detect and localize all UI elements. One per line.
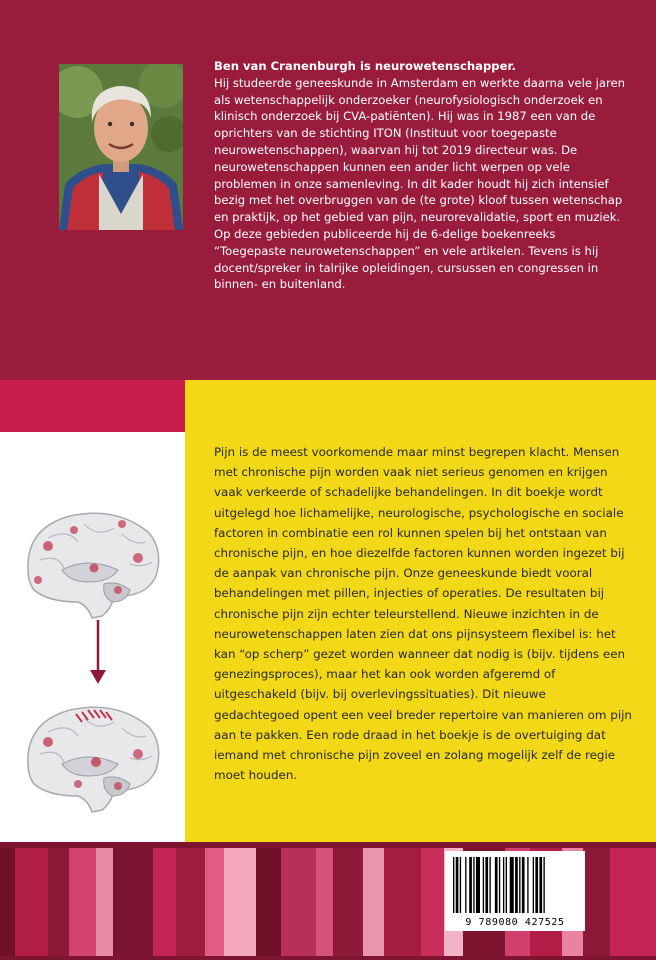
stripe [316, 848, 333, 956]
stripe [610, 848, 656, 956]
stripe [176, 848, 205, 956]
stripe [363, 848, 384, 956]
stripe [583, 848, 610, 956]
stripe [281, 848, 317, 956]
arrow-down-icon [90, 620, 106, 684]
barcode-bar [469, 857, 472, 913]
barcode-bar [533, 857, 534, 913]
barcode-bar [503, 857, 504, 913]
stripe [224, 848, 255, 956]
author-headline: Ben van Cranenburgh is neurowetenschapper. [214, 59, 516, 73]
barcode-bar [499, 857, 500, 913]
barcode-bar [483, 857, 484, 913]
stripe [96, 848, 113, 956]
barcode-bar [543, 857, 544, 913]
barcode-bar [510, 857, 514, 913]
stripe [256, 848, 281, 956]
stripe [15, 848, 49, 956]
barcode-bar [473, 857, 474, 913]
stripe [113, 848, 153, 956]
stripe [333, 848, 362, 956]
brain-diagram-before [28, 513, 159, 618]
stripe [0, 848, 15, 956]
barcode-bar [456, 857, 459, 913]
barcode-bar [489, 857, 490, 913]
author-bio [214, 58, 626, 293]
stripe [69, 848, 96, 956]
stripe [384, 848, 422, 956]
barcode-bar [495, 857, 498, 913]
brain-illustrations [18, 498, 168, 818]
barcode-bar [515, 857, 518, 913]
stripe [153, 848, 176, 956]
stripe [421, 848, 444, 956]
author-portrait-illustration [59, 64, 183, 230]
barcode-bar [453, 857, 454, 913]
stripe [205, 848, 224, 956]
barcode-bar [539, 857, 542, 913]
author-bio-text: Hij studeerde geneeskunde in Amsterdam en werkte daarna vele jaren als wetenschappelijk onderzoeker (neurofysiologisch onderzoek en klinisch onderzoek bij CVA-patiënten). Hij was in 1987 een van de oprichters van de stichting ITON (Instituut voor toegepaste neurowetenschappen), waarvan hij tot 2019 directeur was. De neurowetenschappen kunnen een ander licht werpen op vele problemen in onze samenleving. In dit kader houdt hij zich intensief bezig met het overbruggen van de (te grote) kloof tussen wetenschap en praktijk, op het gebied van pijn, neurorevalidatie, sport en muziek. Op deze gebieden publiceerde hij de 6-delige boekenreeks “Toegepaste neurowetenschappen” en vele artikelen. Tevens is hij docent/spreker in talrijke opleidingen, cursussen en congressen in binnen- en buitenland. [214, 75, 625, 292]
stripe [48, 848, 69, 956]
book-description: Pijn is de meest voorkomende maar minst begrepen klacht. Mensen met chronische pijn worden vaak niet serieus genomen en krijgen vaak verkeerde of schadelijke behandelingen. In dit boekje wordt uitgelegd hoe lichamelijke, neurologische, psychologische en sociale factoren in combinatie een rol kunnen spelen bij het ontstaan van chronische pijn, en hoe diezelfde factoren kunnen worden ingezet bij de aanpak van chronische pijn. Onze geneeskunde biedt vooral behandelingen met pillen, injecties of operaties. De resultaten bij chronische pijn zijn echter teleurstellend. Nieuwe inzichten in de neurowetenschappen laten zien dat ons pijnsysteem flexibel is: het kan “op scherp” gezet worden wanneer dat nodig is (bijv. tijdens een genezingsproces), maar het kan ook worden afgeremd of uitgeschakeld (bijv. bij overlevingssituaties). Dit nieuwe gedachtegoed opent een veel breder repertoire van manieren om pijn aan te pakken. Een rode draad in het boekje is de overtuiging dat iemand met chronische pijn zoveel en zolang mogelijk zelf de regie moet houden. [214, 445, 632, 783]
barcode-bar [460, 857, 461, 913]
brain-diagram-after [28, 707, 159, 812]
barcode-bar [522, 857, 525, 913]
barcode-bar [476, 857, 480, 913]
author-photo [59, 64, 183, 230]
barcode-bar [485, 857, 488, 913]
accent-band [0, 380, 185, 432]
isbn-number: 9 789080 427525 [465, 917, 565, 928]
barcode-bar [506, 857, 507, 913]
barcode-bar [519, 857, 520, 913]
barcode-bar [527, 857, 528, 913]
barcode-bars [445, 851, 585, 915]
isbn-barcode [445, 851, 585, 931]
barcode-bar [465, 857, 466, 913]
barcode-bar [535, 857, 538, 913]
